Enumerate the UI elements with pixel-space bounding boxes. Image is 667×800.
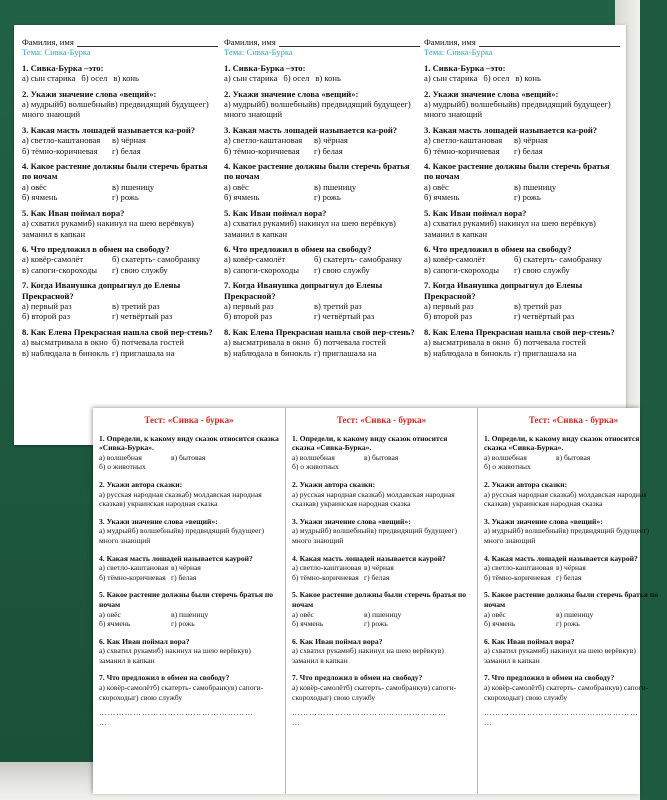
answer-option: а) русская народная сказка (292, 489, 379, 499)
question-text: 5. Какое растение должны были стеречь братья по ночам (484, 590, 659, 609)
answer-option: г) свою службу (514, 264, 570, 275)
answer-option: а) ковёр-самолёт (292, 683, 346, 693)
name-underline (479, 39, 620, 47)
answer-option: в) сапоги-скороходы (99, 683, 264, 702)
question-text: 8. Как Елена Прекрасная нашла свой пер-стень? (22, 326, 213, 337)
worksheet-column (424, 37, 620, 358)
answer-options (424, 99, 620, 120)
answer-options (292, 490, 471, 509)
answer-option: а) сын старика (224, 73, 278, 84)
answer-option: а) высматривала в окно (22, 337, 108, 348)
answer-options (22, 254, 218, 275)
question-text: 7. Что предложил в обмен на свободу? (484, 673, 615, 683)
answer-option: г) приглашала на (112, 347, 175, 358)
answer-option: б) о животных (292, 462, 339, 472)
answer-options (424, 254, 620, 275)
answer-options (424, 218, 620, 239)
answer-option: б) второй раз (424, 311, 473, 322)
answer-options (22, 182, 218, 203)
answer-option: б) накинул на шею верёвку (541, 646, 630, 656)
answer-option: в) чёрная (112, 135, 146, 146)
answer-option: г) много знающий (424, 99, 611, 120)
answer-options (484, 563, 663, 582)
answer-options (484, 453, 663, 472)
answer-options (224, 99, 420, 120)
answer-option: г) белая (112, 145, 141, 156)
answer-options (484, 683, 663, 702)
question-text: 7. Когда Иванушка допрыгнул до Елены Прекрасной? (424, 280, 583, 301)
answer-option: а) схватил руками (424, 218, 490, 229)
question-text: 3. Какая масть лошадей называется ка-рой? (424, 124, 598, 135)
answer-option: а) схватил руками (22, 218, 88, 229)
answer-option: г) свою службу (517, 692, 568, 702)
answer-option: в) украинская народная сказка (504, 499, 603, 509)
answer-ellipsis: … (292, 717, 300, 727)
question-text: 4. Какое растение должны были стеречь братья по ночам (424, 161, 610, 182)
answer-option: а) мудрый (292, 526, 325, 536)
answer-option: а) светло-каштановая (484, 563, 554, 573)
answer-options (484, 646, 663, 665)
answer-option: б) о животных (99, 462, 146, 472)
answer-option: в) бытовая (556, 452, 591, 462)
answer-option: в) конь (113, 73, 139, 84)
answer-option: г) рожь (556, 619, 580, 629)
question-text: 4. Какое растение должны были стеречь братья по ночам (22, 161, 208, 182)
name-label: Фамилия, имя (224, 37, 276, 47)
answer-option: а) сын старика (22, 73, 76, 84)
answer-ellipsis: … (99, 717, 107, 727)
answer-option: б) потчевала гостей (514, 337, 586, 348)
answer-dotted-line: ……………………………………………… (99, 708, 254, 718)
name-label: Фамилия, имя (22, 37, 74, 47)
answer-options (292, 563, 471, 582)
name-underline (279, 39, 420, 47)
answer-option: г) много знающий (292, 526, 458, 545)
answer-option: а) светло-каштановая (424, 135, 503, 146)
worksheet-column (22, 37, 218, 358)
answer-option: б) волшебный (324, 526, 371, 536)
answer-option: а) мудрый (99, 526, 132, 536)
answer-option: а) ковёр-самолёт (99, 683, 153, 693)
question-text: 1. Определи, к какому виду сказок относится сказка «Сивка-Бурка». (99, 433, 279, 453)
answer-option: а) первый раз (224, 300, 274, 311)
answer-option: г) четвёртый раз (514, 311, 575, 322)
answer-option: в) чёрная (314, 135, 348, 146)
question-text: 3. Укажи значение слова «вещий»: (99, 516, 218, 526)
answer-option: б) волшебный (261, 99, 313, 110)
answer-options (99, 683, 279, 702)
answer-option: в) наблюдала в бинокль (22, 347, 109, 358)
question-text: 7. Что предложил в обмен на свободу? (99, 673, 230, 683)
answer-option: б) тёмно-коричневая (484, 572, 551, 582)
answer-option: а) светло-каштановая (224, 135, 303, 146)
test-column (477, 408, 667, 794)
answer-option: б) ячмень (99, 619, 131, 629)
answer-option: б) накинул на шею верёвку (489, 218, 589, 229)
answer-options (292, 610, 471, 629)
answer-options (22, 99, 218, 120)
answer-option: в) заманил в капкан (424, 218, 596, 239)
worksheet-bottom (93, 408, 659, 794)
answer-options (22, 135, 218, 156)
answer-option: б) ячмень (484, 619, 516, 629)
answer-option: б) тёмно-коричневая (22, 145, 98, 156)
answer-options (484, 610, 663, 629)
answer-option: а) русская народная сказка (484, 489, 571, 499)
answer-options (224, 182, 420, 203)
answer-option: в) третий раз (112, 300, 160, 311)
answer-options (22, 337, 218, 358)
question-text: 1. Сивка-Бурка –это: (424, 62, 506, 73)
answer-option: в) наблюдала в бинокль (224, 347, 311, 358)
test-title: Тест: «Сивка - бурка» (144, 415, 234, 425)
answer-option: б) тёмно-коричневая (224, 145, 300, 156)
answer-option: в) конь (315, 73, 341, 84)
question-text: 1. Определи, к какому виду сказок относится сказка «Сивка-Бурка». (484, 433, 640, 453)
question-text: 5. Какое растение должны были стеречь братья по ночам (99, 590, 274, 609)
answer-option: в) пшеницу (556, 609, 594, 619)
answer-option: а) русская народная сказка (99, 489, 186, 499)
answer-option: б) ячмень (22, 192, 58, 203)
answer-option: б) потчевала гостей (112, 337, 184, 348)
test-title: Тест: «Сивка - бурка» (336, 415, 427, 425)
answer-option: б) осел (283, 73, 310, 84)
test-column (285, 408, 475, 794)
answer-option: г) приглашала на (514, 347, 577, 358)
answer-option: а) мудрый (22, 99, 60, 110)
answer-option: в) сапоги-скороходы (224, 264, 299, 275)
answer-option: г) четвёртый раз (112, 311, 173, 322)
answer-option: б) молдавская народная сказка (484, 489, 647, 509)
answer-options (99, 563, 279, 582)
answer-option: в) предвидящий будущее (512, 99, 605, 110)
answer-option: а) овёс (22, 181, 47, 192)
answer-option: а) мудрый (484, 526, 517, 536)
answer-option: а) овёс (99, 609, 121, 619)
answer-option: в) сапоги-скороходы (424, 264, 499, 275)
answer-options (424, 337, 620, 358)
question-text: 5. Какое растение должны были стеречь братья по ночам (292, 590, 467, 609)
question-text: 2. Укажи значение слова «вещий»: (224, 88, 359, 99)
answer-option: б) молдавская народная сказка (292, 489, 455, 509)
question-text: 4. Какая масть лошадей называется каурой? (292, 553, 446, 563)
answer-option: в) предвидящий будущее (177, 526, 259, 536)
question-text: 8. Как Елена Прекрасная нашла свой пер-стень? (224, 326, 415, 337)
question-text: 1. Сивка-Бурка –это: (224, 62, 306, 73)
answer-option: в) заманил в капкан (224, 218, 396, 239)
question-text: 5. Как Иван поймал вора? (224, 207, 327, 218)
answer-option: а) овёс (224, 181, 249, 192)
answer-option: г) рожь (112, 192, 139, 203)
answer-option: г) много знающий (224, 99, 411, 120)
answer-option: г) рожь (171, 619, 195, 629)
answer-option: а) светло-каштановая (99, 563, 169, 573)
answer-option: в) заманил в капкан (22, 218, 194, 239)
answer-option: г) свою службу (112, 264, 168, 275)
answer-ellipsis: … (484, 717, 492, 727)
answer-option: в) третий раз (314, 300, 362, 311)
answer-option: а) сын старика (424, 73, 478, 84)
answer-option: г) много знающий (99, 526, 265, 545)
answer-option: а) светло-каштановая (292, 563, 362, 573)
answer-options (22, 218, 218, 239)
answer-option: а) мудрый (424, 99, 462, 110)
question-text: 2. Укажи автора сказки: (292, 479, 376, 489)
answer-option: б) скатерть- самобранку (112, 254, 201, 265)
answer-option: а) волшебная (484, 452, 527, 462)
answer-option: г) белая (364, 572, 390, 582)
answer-option: в) сапоги-скороходы (22, 264, 97, 275)
question-text: 3. Укажи значение слова «вещий»: (292, 516, 411, 526)
question-text: 2. Укажи автора сказки: (99, 479, 183, 489)
answer-option: г) белая (556, 572, 582, 582)
answer-options (224, 254, 420, 275)
answer-option: а) овёс (424, 181, 449, 192)
answer-options (99, 610, 279, 629)
answer-options (292, 453, 471, 472)
answer-dotted-line: ……………………………………………… (484, 708, 639, 718)
answer-option: в) наблюдала в бинокль (424, 347, 511, 358)
question-text: 1. Определи, к какому виду сказок относится сказка «Сивка-Бурка». (292, 433, 448, 453)
answer-option: б) тёмно-коричневая (99, 572, 166, 582)
answer-option: г) белая (514, 145, 543, 156)
answer-option: г) четвёртый раз (314, 311, 375, 322)
answer-dotted-line: ……………………………………………… (292, 708, 447, 718)
answer-option: б) накинул на шею верёвку (87, 218, 187, 229)
question-text: 6. Как Иван поймал вора? (484, 636, 575, 646)
question-text: 5. Как Иван поймал вора? (22, 207, 125, 218)
answer-option: б) ячмень (292, 619, 324, 629)
answer-option: в) чёрная (171, 563, 201, 573)
name-underline (77, 39, 218, 47)
question-text: 2. Укажи значение слова «вещий»: (424, 88, 559, 99)
answer-option: в) чёрная (514, 135, 548, 146)
answer-option: б) скатерть- самобранку (346, 683, 424, 693)
worksheet-top (14, 25, 626, 445)
answer-option: а) овёс (292, 609, 314, 619)
answer-option: г) свою службу (314, 264, 370, 275)
answer-option: в) пшеницу (314, 181, 357, 192)
question-text: 7. Когда Иванушка допрыгнул до Елены Прекрасной? (224, 280, 383, 301)
answer-option: б) накинул на шею верёвку (289, 218, 389, 229)
answer-option: в) предвидящий будущее (370, 526, 452, 536)
question-text: 3. Какая масть лошадей называется ка-рой? (224, 124, 398, 135)
answer-option: в) заманил в капкан (484, 646, 636, 665)
answer-options (424, 73, 620, 83)
answer-option: б) второй раз (224, 311, 273, 322)
answer-options (224, 135, 420, 156)
answer-option: б) скатерть- самобранку (514, 254, 603, 265)
answer-option: г) много знающий (22, 99, 209, 120)
test-column (93, 408, 283, 794)
answer-option: б) осел (483, 73, 510, 84)
question-text: 6. Что предложил в обмен на свободу? (22, 243, 170, 254)
answer-option: а) овёс (484, 609, 506, 619)
answer-option: г) белая (171, 572, 197, 582)
answer-options (99, 490, 279, 509)
question-text: 3. Какая масть лошадей называется ка-рой? (22, 124, 196, 135)
answer-option: б) осел (81, 73, 108, 84)
question-text: 4. Какое растение должны были стеречь братья по ночам (224, 161, 410, 182)
question-text: 7. Когда Иванушка допрыгнул до Елены Прекрасной? (22, 280, 181, 301)
answer-options (292, 646, 471, 665)
answer-options (99, 453, 279, 472)
question-text: 4. Какая масть лошадей называется каурой? (484, 553, 638, 563)
answer-option: г) свою службу (132, 692, 183, 702)
answer-option: а) первый раз (22, 300, 72, 311)
answer-option: б) тёмно-коричневая (424, 145, 500, 156)
answer-option: а) ковёр-самолёт (484, 683, 538, 693)
answer-option: в) предвидящий будущее (562, 526, 644, 536)
answer-options (292, 526, 471, 545)
answer-option: а) волшебная (292, 452, 335, 462)
answer-option: б) накинул на шею верёвку (156, 646, 245, 656)
answer-option: в) бытовая (171, 452, 206, 462)
answer-option: в) предвидящий будущее (312, 99, 405, 110)
theme-label: Тема: Сивка-Бурка (22, 47, 91, 58)
answer-option: г) рожь (314, 192, 341, 203)
answer-option: б) ячмень (224, 192, 260, 203)
answer-option: в) украинская народная сказка (312, 499, 411, 509)
answer-option: б) ячмень (424, 192, 460, 203)
question-text: 3. Укажи значение слова «вещий»: (484, 516, 603, 526)
answer-option: а) ковёр-самолёт (224, 254, 286, 265)
answer-options (99, 646, 279, 665)
answer-option: в) заманил в капкан (99, 646, 251, 665)
answer-options (484, 490, 663, 509)
answer-option: б) скатерть- самобранку (314, 254, 403, 265)
answer-option: г) много знающий (484, 526, 650, 545)
name-line (22, 37, 218, 47)
question-text: 5. Как Иван поймал вора? (424, 207, 527, 218)
question-text: 2. Укажи автора сказки: (484, 479, 568, 489)
answer-option: в) пшеницу (171, 609, 209, 619)
answer-option: а) схватил руками (99, 646, 157, 656)
answer-options (424, 182, 620, 203)
answer-option: г) свою службу (325, 692, 376, 702)
question-text: 6. Как Иван поймал вора? (292, 636, 383, 646)
question-text: 6. Что предложил в обмен на свободу? (224, 243, 372, 254)
question-text: 6. Что предложил в обмен на свободу? (424, 243, 572, 254)
answer-option: в) украинская народная сказка (119, 499, 218, 509)
answer-option: б) второй раз (22, 311, 71, 322)
answer-options (224, 301, 420, 322)
answer-options (99, 526, 279, 545)
answer-options (22, 301, 218, 322)
answer-option: б) волшебный (516, 526, 563, 536)
answer-option: в) бытовая (364, 452, 399, 462)
answer-option: в) предвидящий будущее (110, 99, 203, 110)
answer-option: б) волшебный (59, 99, 111, 110)
answer-options (224, 337, 420, 358)
answer-option: а) светло-каштановая (22, 135, 101, 146)
answer-option: а) схватил руками (224, 218, 290, 229)
answer-option: в) чёрная (364, 563, 394, 573)
answer-options (484, 526, 663, 545)
worksheet-column (224, 37, 420, 358)
answer-option: в) сапоги-скороходы (292, 683, 457, 702)
answer-option: а) высматривала в окно (224, 337, 310, 348)
answer-options (424, 301, 620, 322)
answer-option: б) потчевала гостей (314, 337, 386, 348)
answer-option: а) схватил руками (484, 646, 542, 656)
answer-option: в) пшеницу (514, 181, 557, 192)
answer-option: г) рожь (364, 619, 388, 629)
answer-option: а) схватил руками (292, 646, 350, 656)
answer-option: б) волшебный (461, 99, 513, 110)
question-text: 4. Какая масть лошадей называется каурой? (99, 553, 253, 563)
answer-option: г) белая (314, 145, 343, 156)
answer-option: б) волшебный (131, 526, 178, 536)
answer-option: в) заманил в капкан (292, 646, 444, 665)
theme-label: Тема: Сивка-Бурка (224, 47, 293, 58)
answer-option: а) высматривала в окно (424, 337, 510, 348)
answer-option: в) пшеницу (364, 609, 402, 619)
answer-option: в) чёрная (556, 563, 586, 573)
answer-options (224, 73, 420, 83)
name-label: Фамилия, имя (424, 37, 476, 47)
answer-option: а) мудрый (224, 99, 262, 110)
answer-options (292, 683, 471, 702)
answer-options (424, 135, 620, 156)
answer-option: б) скатерть- самобранку (153, 683, 231, 693)
name-line (424, 37, 620, 47)
answer-options (224, 218, 420, 239)
question-text: 1. Сивка-Бурка –это: (22, 62, 104, 73)
answer-option: а) ковёр-самолёт (424, 254, 486, 265)
name-line (224, 37, 420, 47)
answer-option: а) волшебная (99, 452, 142, 462)
answer-option: а) ковёр-самолёт (22, 254, 84, 265)
answer-option: б) молдавская народная сказка (99, 489, 262, 509)
question-text: 7. Что предложил в обмен на свободу? (292, 673, 423, 683)
answer-option: г) приглашала на (314, 347, 377, 358)
answer-options (22, 73, 218, 83)
answer-option: г) рожь (514, 192, 541, 203)
answer-option: б) тёмно-коричневая (292, 572, 359, 582)
answer-option: в) сапоги-скороходы (484, 683, 649, 702)
answer-option: б) скатерть- самобранку (538, 683, 616, 693)
answer-option: в) третий раз (514, 300, 562, 311)
answer-option: а) первый раз (424, 300, 474, 311)
test-title: Тест: «Сивка - бурка» (528, 415, 619, 425)
answer-option: б) о животных (484, 462, 531, 472)
question-text: 2. Укажи значение слова «вещий»: (22, 88, 157, 99)
answer-option: в) конь (515, 73, 541, 84)
question-text: 8. Как Елена Прекрасная нашла свой пер-стень? (424, 326, 615, 337)
theme-label: Тема: Сивка-Бурка (424, 47, 493, 58)
answer-option: б) накинул на шею верёвку (349, 646, 438, 656)
question-text: 6. Как Иван поймал вора? (99, 636, 190, 646)
answer-option: в) пшеницу (112, 181, 155, 192)
